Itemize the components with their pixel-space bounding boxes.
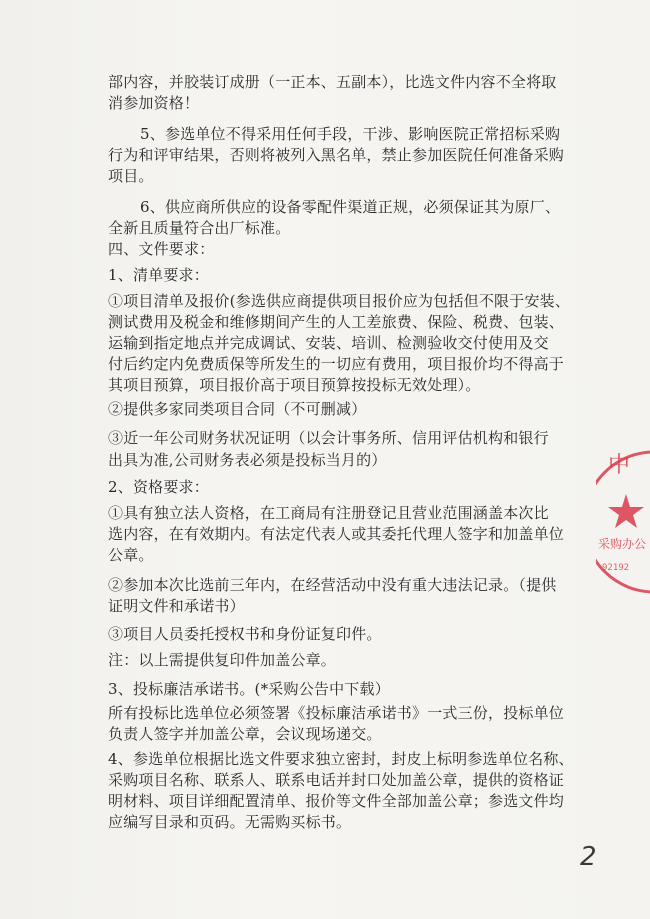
- text-line: 全新且质量符合出厂标准。: [108, 219, 291, 237]
- text-line: 运输到指定地点并完成调试、安装、培训、检测验收交付使用及交: [108, 334, 549, 352]
- seal-code: 92192: [602, 563, 630, 573]
- text-line: ③项目人员委托授权书和身份证复印件。: [108, 625, 382, 643]
- text-line: 部内容，并胶装订成册（一正本、五副本），比选文件内容不全将取: [108, 73, 557, 91]
- text-line: 出具为准,公司财务表必须是投标当月的）: [108, 451, 387, 469]
- text-line: 行为和评审结果，否则将被列入黑名单，禁止参加医院任何准备采购: [108, 146, 565, 164]
- official-seal-stamp: [596, 432, 650, 612]
- seal-icon: [596, 432, 650, 612]
- subsection-heading: 1、清单要求：: [108, 266, 209, 284]
- text-line: 测试费用及税金和维修期间产生的人工差旅费、保险、税费、包装、: [108, 313, 565, 331]
- text-line: 选内容，在有效期内。有法定代表人或其委托代理人签字和加盖单位: [108, 525, 565, 543]
- text-line: 5、参选单位不得采用任何手段，干涉、影响医院正常招标采购: [140, 125, 561, 143]
- text-line: 4、参选单位根据比选文件要求独立密封，封皮上标明参选单位名称、: [108, 750, 574, 768]
- text-line: ②参加本次比选前三年内，在经营活动中没有重大违法记录。（提供: [108, 576, 557, 594]
- text-line: 6、供应商所供应的设备零配件渠道正规，必须保证其为原厂、: [140, 198, 561, 216]
- text-line: 明材料、项目详细配置清单、报价等文件全部加盖公章；参选文件均: [108, 792, 565, 810]
- text-line: ③近一年公司财务状况证明（以会计事务所、信用评估机构和银行: [108, 429, 549, 447]
- seal-text-top: 中: [608, 453, 631, 478]
- subsection-heading: 3、投标廉洁承诺书。(*采购公告中下载）: [108, 680, 390, 698]
- text-line: 证明文件和承诺书）: [108, 597, 245, 615]
- text-line: ②提供多家同类项目合同（不可删减）: [108, 400, 367, 418]
- text-line: 项目。: [108, 167, 154, 185]
- text-line: 付后约定内免费质保等所发生的一切应有费用，项目报价均不得高于: [108, 355, 565, 373]
- text-line: ①项目清单及报价(参选供应商提供项目报价应为包括但不限于安装、: [108, 292, 571, 310]
- text-line: 所有投标比选单位必须签署《投标廉洁承诺书》一式三份，投标单位: [108, 704, 565, 722]
- text-line: 负责人签字并加盖公章，会议现场递交。: [108, 725, 382, 743]
- text-line: 采购项目名称、联系人、联系电话并封口处加盖公章，提供的资格证: [108, 771, 565, 789]
- text-line: 应编写目录和页码。无需购买标书。: [108, 813, 352, 831]
- page-number: 2: [580, 842, 597, 872]
- text-line: 消参加资格！: [108, 94, 200, 112]
- text-line: 注：以上需提供复印件加盖公章。: [108, 651, 337, 669]
- section-heading: 四、文件要求：: [108, 240, 215, 258]
- seal-text-mid: 采购办公: [598, 537, 647, 551]
- text-line: 公章。: [108, 546, 154, 564]
- subsection-heading: 2、资格要求：: [108, 478, 209, 496]
- text-line: 其项目预算，项目报价高于项目预算按投标无效处理）。: [108, 376, 481, 394]
- text-line: ①具有独立法人资格，在工商局有注册登记且营业范围涵盖本次比: [108, 504, 549, 522]
